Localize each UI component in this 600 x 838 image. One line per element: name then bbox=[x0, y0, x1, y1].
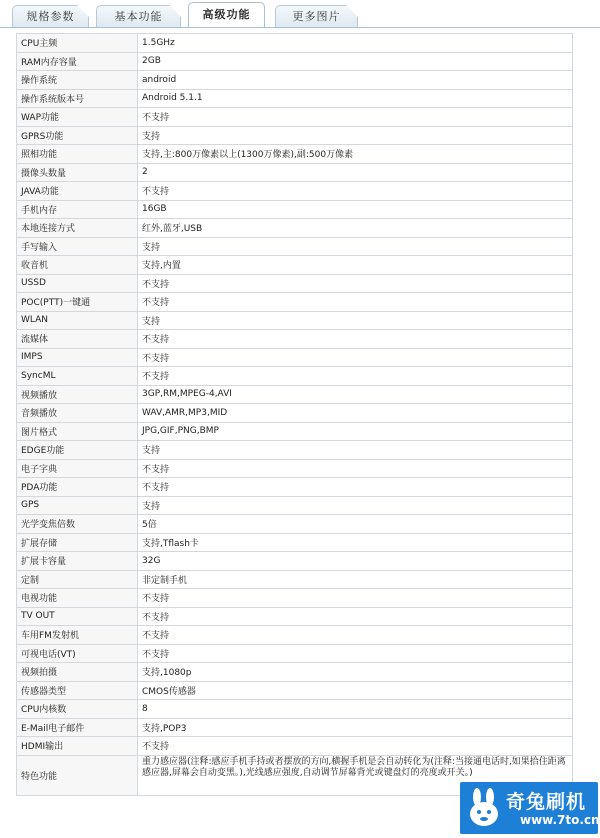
spec-row bbox=[17, 219, 573, 238]
spec-key: 光学变焦倍数 bbox=[17, 515, 138, 534]
spec-row bbox=[17, 385, 573, 404]
spec-key: 流媒体 bbox=[17, 330, 138, 349]
spec-value: 支持 bbox=[138, 126, 573, 145]
spec-value: 2GB bbox=[138, 52, 573, 71]
spec-value: 支持,内置 bbox=[138, 256, 573, 275]
spec-value: 3GP,RM,MPEG-4,AVI bbox=[138, 385, 573, 404]
spec-key: IMPS bbox=[17, 348, 138, 367]
spec-row bbox=[17, 145, 573, 164]
spec-key: 照相功能 bbox=[17, 145, 138, 164]
spec-value: 不支持 bbox=[138, 626, 573, 645]
spec-key: E-Mail电子邮件 bbox=[17, 718, 138, 737]
tab-basic-features[interactable] bbox=[96, 5, 181, 27]
tab-bar bbox=[0, 0, 600, 30]
spec-value: 不支持 bbox=[138, 108, 573, 127]
spec-row bbox=[17, 293, 573, 312]
spec-value: 不支持 bbox=[138, 589, 573, 608]
spec-value: 不支持 bbox=[138, 737, 573, 756]
spec-row bbox=[17, 200, 573, 219]
spec-value: 不支持 bbox=[138, 478, 573, 497]
spec-key: 车用FM发射机 bbox=[17, 626, 138, 645]
tab-label: 更多图片 bbox=[292, 10, 341, 23]
spec-row bbox=[17, 644, 573, 663]
spec-value: 重力感应器(注释:感应手机手持或者摆放的方向,横握手机是会自动转化为(注释:当接通电话时,如果拾住距离感应器,屏幕会自动变黑。),光线感应强度,自动调节屏幕背光或键盘灯的亮度或开关。) bbox=[138, 755, 573, 795]
spec-key: 扩展卡容量 bbox=[17, 552, 138, 571]
spec-key: 操作系统版本号 bbox=[17, 89, 138, 108]
tab-label: 基本功能 bbox=[114, 10, 163, 23]
spec-key: GPRS功能 bbox=[17, 126, 138, 145]
spec-row bbox=[17, 478, 573, 497]
spec-key: EDGE功能 bbox=[17, 441, 138, 460]
spec-value: 8 bbox=[138, 700, 573, 719]
spec-row bbox=[17, 52, 573, 71]
spec-key: 特色功能 bbox=[17, 755, 138, 795]
tab-label: 规格参数 bbox=[26, 10, 75, 23]
spec-row bbox=[17, 34, 573, 53]
logo-brand: 奇兔刷机 bbox=[506, 791, 587, 813]
spec-row bbox=[17, 182, 573, 201]
spec-row bbox=[17, 89, 573, 108]
spec-row bbox=[17, 126, 573, 145]
spec-key: WAP功能 bbox=[17, 108, 138, 127]
spec-row bbox=[17, 459, 573, 478]
spec-key: 定制 bbox=[17, 570, 138, 589]
tab-label: 高级功能 bbox=[202, 8, 251, 21]
spec-key: 视频拍摄 bbox=[17, 663, 138, 682]
spec-row bbox=[17, 330, 573, 349]
spec-key: POC(PTT)一键通 bbox=[17, 293, 138, 312]
spec-row bbox=[17, 367, 573, 386]
spec-value: 支持 bbox=[138, 311, 573, 330]
spec-row bbox=[17, 681, 573, 700]
spec-value: 32G bbox=[138, 552, 573, 571]
spec-row bbox=[17, 496, 573, 515]
tab-advanced-features[interactable] bbox=[188, 2, 265, 28]
qitu-logo bbox=[460, 782, 598, 834]
spec-value: Android 5.1.1 bbox=[138, 89, 573, 108]
spec-value: 2 bbox=[138, 163, 573, 182]
spec-value: 支持 bbox=[138, 237, 573, 256]
spec-row bbox=[17, 274, 573, 293]
spec-value: 红外,蓝牙,USB bbox=[138, 219, 573, 238]
spec-key: 电视功能 bbox=[17, 589, 138, 608]
spec-key: 扩展存储 bbox=[17, 533, 138, 552]
spec-row bbox=[17, 552, 573, 571]
spec-value: 不支持 bbox=[138, 644, 573, 663]
spec-value: 不支持 bbox=[138, 459, 573, 478]
spec-key: TV OUT bbox=[17, 607, 138, 626]
tab-more-pictures[interactable] bbox=[275, 5, 358, 27]
spec-row bbox=[17, 237, 573, 256]
spec-row bbox=[17, 700, 573, 719]
spec-value: 非定制手机 bbox=[138, 570, 573, 589]
spec-row bbox=[17, 626, 573, 645]
spec-row bbox=[17, 515, 573, 534]
spec-value: 支持,主:800万像素以上(1300万像素),副:500万像素 bbox=[138, 145, 573, 164]
spec-value: 1.5GHz bbox=[138, 34, 573, 53]
spec-key: 手机内存 bbox=[17, 200, 138, 219]
spec-row bbox=[17, 589, 573, 608]
spec-row bbox=[17, 663, 573, 682]
spec-row bbox=[17, 71, 573, 90]
spec-key: GPS bbox=[17, 496, 138, 515]
spec-key: JAVA功能 bbox=[17, 182, 138, 201]
spec-row bbox=[17, 404, 573, 423]
spec-key: CPU内核数 bbox=[17, 700, 138, 719]
spec-row bbox=[17, 737, 573, 756]
spec-row bbox=[17, 441, 573, 460]
spec-key: 传感器类型 bbox=[17, 681, 138, 700]
spec-value: 不支持 bbox=[138, 607, 573, 626]
spec-value: 16GB bbox=[138, 200, 573, 219]
spec-row bbox=[17, 422, 573, 441]
spec-value: 支持,Tflash卡 bbox=[138, 533, 573, 552]
spec-key: 本地连接方式 bbox=[17, 219, 138, 238]
spec-value: 不支持 bbox=[138, 293, 573, 312]
spec-row bbox=[17, 311, 573, 330]
spec-value: 不支持 bbox=[138, 348, 573, 367]
spec-key: 摄像头数量 bbox=[17, 163, 138, 182]
tab-specs[interactable] bbox=[12, 5, 89, 27]
spec-value: 不支持 bbox=[138, 330, 573, 349]
spec-table bbox=[16, 33, 573, 796]
spec-row bbox=[17, 533, 573, 552]
spec-value: 不支持 bbox=[138, 182, 573, 201]
spec-row bbox=[17, 108, 573, 127]
spec-value: android bbox=[138, 71, 573, 90]
logo-site: www.7to.cn bbox=[520, 813, 600, 827]
spec-key: 视频播放 bbox=[17, 385, 138, 404]
spec-key: 收音机 bbox=[17, 256, 138, 275]
spec-value: 支持 bbox=[138, 441, 573, 460]
spec-key: 操作系统 bbox=[17, 71, 138, 90]
bunny-icon bbox=[466, 788, 502, 828]
spec-value: 不支持 bbox=[138, 367, 573, 386]
spec-key: CPU主频 bbox=[17, 34, 138, 53]
spec-row bbox=[17, 607, 573, 626]
spec-row bbox=[17, 348, 573, 367]
spec-row bbox=[17, 256, 573, 275]
spec-key: SyncML bbox=[17, 367, 138, 386]
spec-row bbox=[17, 718, 573, 737]
spec-value: 支持,1080p bbox=[138, 663, 573, 682]
spec-key: USSD bbox=[17, 274, 138, 293]
spec-value: 不支持 bbox=[138, 274, 573, 293]
spec-value: WAV,AMR,MP3,MID bbox=[138, 404, 573, 423]
spec-value: 支持,POP3 bbox=[138, 718, 573, 737]
spec-key: 图片格式 bbox=[17, 422, 138, 441]
spec-row bbox=[17, 570, 573, 589]
spec-value: 支持 bbox=[138, 496, 573, 515]
spec-value: 5倍 bbox=[138, 515, 573, 534]
spec-key: HDMI输出 bbox=[17, 737, 138, 756]
spec-row bbox=[17, 163, 573, 182]
spec-value: CMOS传感器 bbox=[138, 681, 573, 700]
spec-value: JPG,GIF,PNG,BMP bbox=[138, 422, 573, 441]
spec-key: 手写输入 bbox=[17, 237, 138, 256]
spec-key: 音频播放 bbox=[17, 404, 138, 423]
spec-key: 可视电话(VT) bbox=[17, 644, 138, 663]
spec-key: RAM内存容量 bbox=[17, 52, 138, 71]
spec-key: PDA功能 bbox=[17, 478, 138, 497]
spec-key: 电子字典 bbox=[17, 459, 138, 478]
spec-key: WLAN bbox=[17, 311, 138, 330]
tab-underline bbox=[0, 27, 600, 28]
